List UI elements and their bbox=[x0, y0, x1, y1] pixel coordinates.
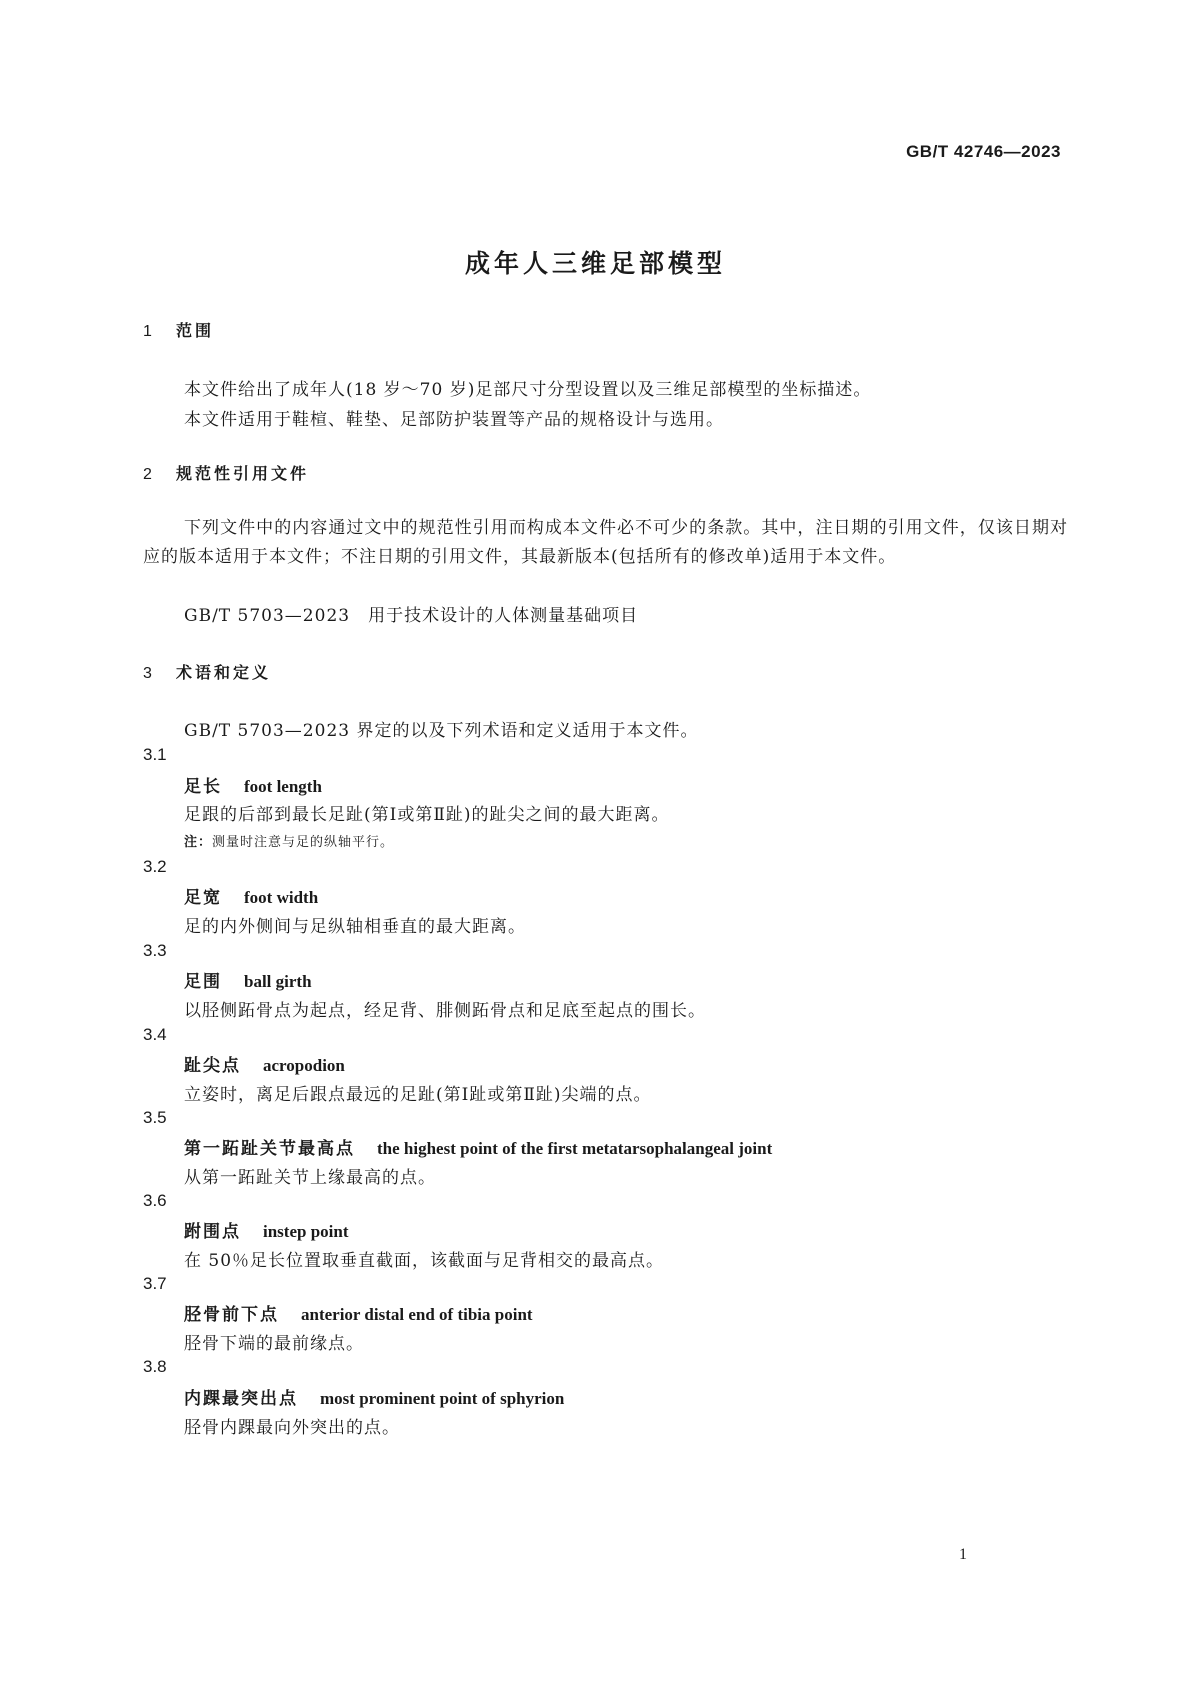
term-number: 3.8 bbox=[143, 1357, 167, 1376]
section-number: 1 bbox=[143, 323, 152, 340]
term-number: 3.4 bbox=[143, 1025, 167, 1044]
term-definition: 从第一跖趾关节上缘最高的点。 bbox=[184, 1168, 436, 1188]
term-definition: 以胫侧跖骨点为起点，经足背、腓侧跖骨点和足底至起点的围长。 bbox=[184, 1001, 706, 1021]
section-2-heading bbox=[143, 461, 309, 484]
note-text: 测量时注意与足的纵轴平行。 bbox=[212, 835, 395, 850]
term-zh: 内踝最突出点 bbox=[184, 1389, 298, 1409]
term-heading bbox=[184, 1134, 772, 1159]
term-zh: 足长 bbox=[184, 777, 222, 797]
section-3-heading bbox=[143, 660, 271, 683]
section-title: 规范性引用文件 bbox=[176, 464, 310, 483]
term-heading bbox=[184, 1217, 349, 1242]
term-en: instep point bbox=[263, 1222, 349, 1241]
term-en: ball girth bbox=[244, 972, 312, 991]
term-number: 3.1 bbox=[143, 745, 167, 764]
term-definition: 足的内外侧间与足纵轴相垂直的最大距离。 bbox=[184, 917, 526, 937]
term-zh: 足围 bbox=[184, 972, 222, 992]
normative-references-paragraph: 下列文件中的内容通过文中的规范性引用而构成本文件必不可少的条款。其中，注日期的引用文件，仅该日期对应的版本适用于本文件；不注日期的引用文件，其最新版本(包括所有的修改单)适用于本文件。 bbox=[143, 518, 1068, 567]
term-number: 3.7 bbox=[143, 1274, 167, 1293]
term-en: foot width bbox=[244, 888, 319, 907]
term-number: 3.2 bbox=[143, 857, 167, 876]
note-label: 注： bbox=[184, 835, 213, 850]
term-en: anterior distal end of tibia point bbox=[301, 1305, 533, 1324]
term-definition: 胫骨内踝最向外突出的点。 bbox=[184, 1418, 400, 1438]
term-number: 3.5 bbox=[143, 1108, 167, 1127]
term-en: acropodion bbox=[263, 1056, 345, 1075]
term-number: 3.6 bbox=[143, 1191, 167, 1210]
standard-code: GB/T 42746—2023 bbox=[906, 142, 1061, 161]
term-definition: 在 50％足长位置取垂直截面，该截面与足背相交的最高点。 bbox=[184, 1251, 665, 1271]
term-definition: 足跟的后部到最长足趾(第Ⅰ或第Ⅱ趾)的趾尖之间的最大距离。 bbox=[184, 805, 670, 825]
section-title: 术语和定义 bbox=[176, 663, 272, 682]
term-heading bbox=[184, 1300, 533, 1325]
term-zh: 胫骨前下点 bbox=[184, 1305, 279, 1325]
term-number: 3.3 bbox=[143, 941, 167, 960]
scope-paragraph-2: 本文件适用于鞋楦、鞋垫、足部防护装置等产品的规格设计与选用。 bbox=[184, 410, 724, 430]
term-definition: 立姿时，离足后跟点最远的足趾(第Ⅰ趾或第Ⅱ趾)尖端的点。 bbox=[184, 1085, 652, 1105]
section-title: 范围 bbox=[176, 321, 215, 340]
term-heading bbox=[184, 967, 312, 992]
page-number: 1 bbox=[959, 1546, 967, 1563]
term-en: the highest point of the first metatarsophalangeal joint bbox=[377, 1139, 773, 1158]
scope-paragraph-1: 本文件给出了成年人(18 岁～70 岁)足部尺寸分型设置以及三维足部模型的坐标描述。 bbox=[184, 380, 872, 400]
term-heading bbox=[184, 1051, 345, 1076]
term-heading bbox=[184, 1384, 564, 1409]
term-zh: 第一跖趾关节最高点 bbox=[184, 1139, 355, 1159]
term-heading bbox=[184, 883, 318, 908]
term-en: foot length bbox=[244, 777, 322, 796]
section-number: 3 bbox=[143, 665, 152, 682]
reference-item: GB/T 5703—2023 用于技术设计的人体测量基础项目 bbox=[184, 606, 639, 626]
term-definition: 胫骨下端的最前缘点。 bbox=[184, 1334, 364, 1354]
section-1-heading bbox=[143, 318, 214, 341]
term-zh: 足宽 bbox=[184, 888, 222, 908]
term-en: most prominent point of sphyrion bbox=[320, 1389, 565, 1408]
term-heading bbox=[184, 772, 322, 797]
term-zh: 跗围点 bbox=[184, 1222, 241, 1242]
term-zh: 趾尖点 bbox=[184, 1056, 241, 1076]
section-number: 2 bbox=[143, 466, 152, 483]
terms-intro: GB/T 5703—2023 界定的以及下列术语和定义适用于本文件。 bbox=[184, 721, 699, 741]
term-note bbox=[184, 831, 394, 850]
document-title: 成年人三维足部模型 bbox=[464, 249, 726, 278]
